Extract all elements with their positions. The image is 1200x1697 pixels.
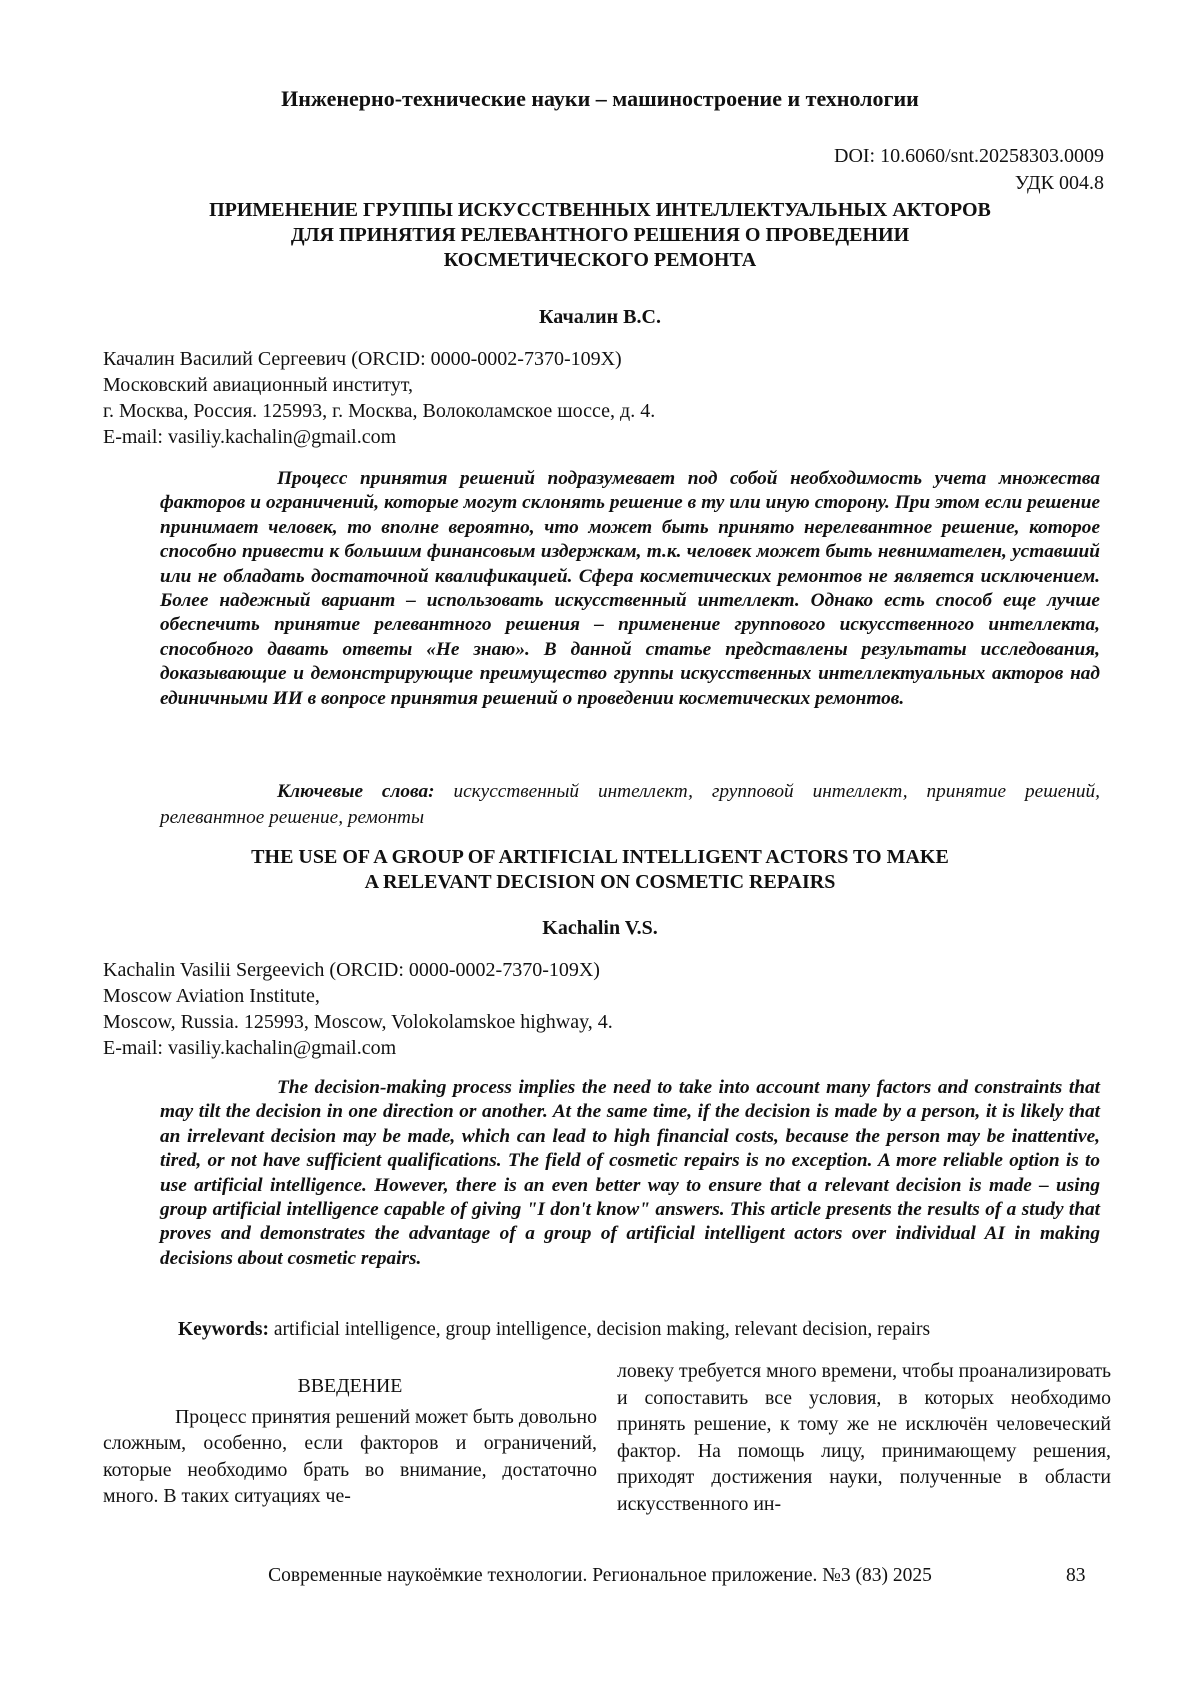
ru-title-line: КОСМЕТИЧЕСКОГО РЕМОНТА (443, 249, 757, 271)
ru-abstract-text: Процесс принятия решений подразумевает под собой необходимость учета множества факторов и ограничений, которые могут склонять решение в ту или иную сторону. При этом если решение принимает человек, то вполне вероятно, что может быть принято нерелевантное решение, которое способно привести к большим финансовым издержкам, т.к. человек может быть невнимателен, уставший или не обладать достаточной квалификацией. Сфера косметических ремонтов не является исключением. Более надежный вариант – использовать искусственный интеллект. Однако есть способ еще лучше обеспечить принятие релевантного решения – применение группового искусственного интеллекта, способного давать ответы «Не знаю». В данной статье представлены результаты исследования, доказывающие и демонстрирующие преимущество группы искусственных интеллектуальных акторов над единичными ИИ в вопросе принятия решений о проведении косметических ремонтов. (160, 468, 1100, 709)
en-abstract (160, 1076, 1100, 1271)
body-paragraph: Процесс принятия решений может быть довольно сложным, особенно, если факторов и ограничений, которые необходимо брать во внимание, достаточно много. В таких ситуациях че- (103, 1405, 597, 1507)
affiliation-line: г. Москва, Россия. 125993, г. Москва, Волоколамское шоссе, д. 4. (103, 400, 656, 422)
body-left-column (103, 1373, 597, 1510)
affiliation-line: Moscow, Russia. 125993, Moscow, Volokolamskoe highway, 4. (103, 1011, 613, 1033)
body-paragraph: ловеку требуется много времени, чтобы проанализировать и сопоставить все условия, в которых необходимо принять решение, к тому же не исключён человеческий фактор. На помощь лицу, принимающему решения, приходят достижения науки, полученные в области искусственного ин- (617, 1360, 1111, 1515)
section-header: Инженерно-технические науки – машиностроение и технологии (281, 86, 919, 111)
en-title (100, 845, 1100, 895)
ru-title-line: ДЛЯ ПРИНЯТИЯ РЕЛЕВАНТНОГО РЕШЕНИЯ О ПРОВЕДЕНИИ (290, 224, 910, 246)
doi: DOI: 10.6060/snt.20258303.0009 (834, 145, 1104, 167)
affiliation-line: Качалин Василий Сергеевич (ORCID: 0000-0002-7370-109X) (103, 348, 622, 370)
en-abstract-text: The decision-making process implies the need to take into account many factors and constraints that may tilt the decision in one direction or another. At the same time, if the decision is made by a person, it is likely that an irrelevant decision may be made, which can lead to high financial costs, because the person may be inattentive, tired, or not have sufficient qualifications. The field of cosmetic repairs is no exception. A more reliable option is to use artificial intelligence. However, there is an even better way to ensure that a relevant decision is made – using group artificial intelligence capable of giving "I don't know" answers. This article presents the results of a study that proves and demonstrates the advantage of a group of artificial intelligent actors over individual AI in making decisions about cosmetic repairs. (160, 1077, 1100, 1269)
en-affiliation (103, 957, 613, 1061)
affiliation-line: E-mail: vasiliy.kachalin@gmail.com (103, 1037, 397, 1059)
en-keywords-text: artificial intelligence, group intelligence, decision making, relevant decision, repairs (273, 1319, 931, 1340)
ru-title (100, 198, 1100, 273)
doi-block (834, 143, 1104, 197)
affiliation-line: Kachalin Vasilii Sergeevich (ORCID: 0000-0002-7370-109X) (103, 959, 600, 981)
en-title-line: A RELEVANT DECISION ON COSMETIC REPAIRS (364, 871, 836, 893)
ru-title-line: ПРИМЕНЕНИЕ ГРУППЫ ИСКУССТВЕННЫХ ИНТЕЛЛЕКТУАЛЬНЫХ АКТОРОВ (209, 199, 991, 221)
affiliation-line: E-mail: vasiliy.kachalin@gmail.com (103, 426, 397, 448)
footer-journal: Современные наукоёмкие технологии. Региональное приложение. №3 (83) 2025 (268, 1565, 932, 1586)
ru-abstract (160, 467, 1100, 711)
en-author: Kachalin V.S. (542, 917, 658, 939)
ru-author: Качалин В.С. (539, 306, 661, 328)
en-keywords (178, 1317, 1118, 1343)
affiliation-line: Moscow Aviation Institute, (103, 985, 320, 1007)
ru-affiliation (103, 346, 655, 450)
intro-heading: ВВЕДЕНИЕ (297, 1375, 403, 1397)
affiliation-line: Московский авиационный институт, (103, 374, 413, 396)
en-title-line: THE USE OF A GROUP OF ARTIFICIAL INTELLIGENT ACTORS TO MAKE (251, 846, 949, 868)
udc: УДК 004.8 (1014, 172, 1104, 194)
body-right-column (617, 1358, 1111, 1517)
ru-keywords-text: искусственный интеллект, групповой интеллект, принятие решений, релевантное решение, ремонты (160, 781, 1100, 828)
ru-keywords (160, 779, 1100, 831)
ru-keywords-label: Ключевые слова: (277, 781, 435, 802)
page-number: 83 (1066, 1565, 1086, 1586)
en-keywords-label: Keywords: (178, 1319, 269, 1340)
